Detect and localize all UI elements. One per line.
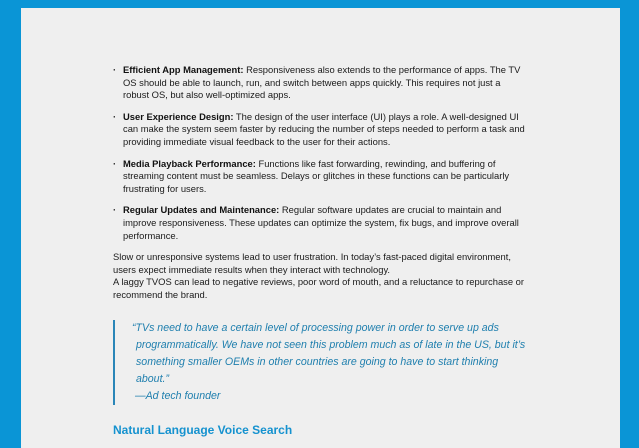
quote-text: “TVs need to have a certain level of processing power in order to serve up ads programmatically. We have not seen this problem much as of late in the US, but it’s something smaller OEMs in other countries are going to have to start thinking about.”	[132, 321, 526, 385]
bullet-text: Regular software updates are crucial to maintain and improve responsiveness. These updates can optimize the system, fix bugs, and improve overall performance.	[123, 204, 519, 241]
bullet-text: Functions like fast forwarding, rewinding, and buffering of streaming content must be seamless. Delays or glitches in these functions can be particularly frustrating for users.	[123, 157, 510, 194]
bullet-text: Responsiveness also extends to the performance of apps. The TV OS should be able to launch, run, and switch between apps quickly. This requires not just a robust OS, but also well-optimized apps.	[123, 64, 521, 101]
bullet-marker: ·	[113, 64, 117, 75]
bullet-marker: ·	[113, 157, 117, 169]
bullet-item-app-management	[113, 64, 528, 102]
bullet-item-ux-design	[113, 111, 528, 149]
bullet-term: Efficient App Management:	[123, 64, 244, 75]
section-heading: Natural Language Voice Search	[113, 422, 293, 437]
quote-attribution: —Ad tech founder	[135, 389, 221, 402]
pull-quote	[113, 320, 528, 405]
bullet-text: The design of the user interface (UI) plays a role. A well-designed UI can make the system seem faster by reducing the number of steps needed to perform a task and providing immediate visual feedback to the user for their actions.	[123, 110, 525, 147]
bullet-item-updates	[113, 204, 528, 242]
bullet-marker: ·	[113, 110, 117, 122]
bullet-term: Media Playback Performance:	[123, 157, 256, 169]
body-paragraph	[113, 251, 528, 301]
bullet-item-media-playback	[113, 158, 528, 196]
document-content	[113, 64, 528, 437]
document-page	[21, 8, 620, 448]
bullet-list	[113, 64, 528, 242]
bullet-term: User Experience Design:	[123, 110, 234, 122]
paragraph-line-2: A laggy TVOS can lead to negative reviews, poor word of mouth, and a reluctance to repurchase or recommend the brand.	[113, 276, 524, 300]
paragraph-line-1: Slow or unresponsive systems lead to user frustration. In today’s fast-paced digital environment, users expect immediate results when they interact with technology.	[113, 251, 511, 275]
bullet-term: Regular Updates and Maintenance:	[123, 204, 280, 216]
bullet-marker: ·	[113, 204, 117, 216]
